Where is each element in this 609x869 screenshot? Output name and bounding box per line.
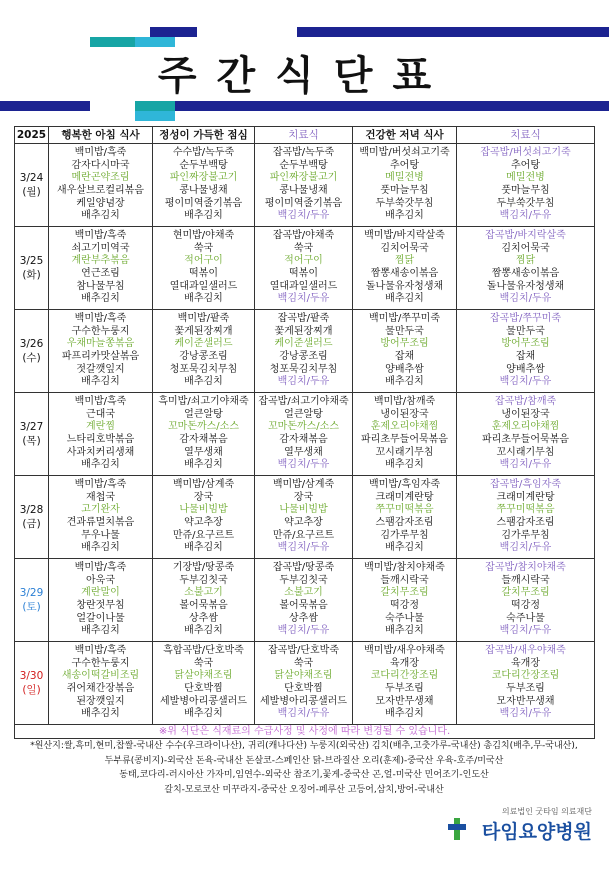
menu-item: 배추김치 <box>385 376 424 388</box>
lunch-cell <box>153 393 255 476</box>
menu-item: 파리초무들어묵볶음 <box>361 434 448 445</box>
menu-item: 방어무조림 <box>380 338 429 350</box>
menu-item: 잡곡밥/참치야채죽 <box>485 562 566 574</box>
dinner-cell <box>353 559 457 642</box>
menu-item: 배추김치 <box>81 542 120 554</box>
menu-item: 만쥬/요구르트 <box>172 529 235 541</box>
menu-item: 떡볶이 <box>189 268 218 279</box>
menu-item: 배추김치 <box>385 708 424 720</box>
date-cell <box>15 559 49 642</box>
lunch-cell <box>153 642 255 725</box>
dinner-cell <box>353 144 457 227</box>
menu-item: 크래미계란탕 <box>375 491 434 503</box>
menu-item: 모자반무생채 <box>496 695 555 707</box>
menu-item: 된장깻잎지 <box>76 695 125 707</box>
menu-item: 배추김치 <box>81 293 120 305</box>
menu-item: 잡곡밥/새우야채죽 <box>485 645 566 657</box>
menu-item: 쭈꾸미떡볶음 <box>496 504 555 516</box>
notice-row <box>15 725 595 739</box>
menu-item: 배추김치 <box>385 625 424 637</box>
menu-item: 배추김치 <box>81 625 120 637</box>
menu-item: 약고추장 <box>184 517 223 528</box>
menu-item: 꼬마돈까스/소스 <box>168 421 239 433</box>
date-cell <box>15 476 49 559</box>
menu-item: 배추김치 <box>184 459 223 471</box>
top-color-bar <box>0 27 609 37</box>
menu-item: 잡채 <box>515 351 536 362</box>
menu-item: 열대과일샐러드 <box>269 280 338 292</box>
menu-day-row <box>15 227 595 310</box>
menu-item: 들깨시락국 <box>501 574 550 586</box>
menu-item: 열대과일샐러드 <box>169 280 238 292</box>
menu-item: 흑미밥/쇠고기야채죽 <box>158 396 249 408</box>
menu-item: 양배추쌈 <box>385 363 424 375</box>
menu-item: 꼬시래기무침 <box>375 446 434 458</box>
breakfast-cell <box>49 393 153 476</box>
menu-item: 메밀전병 <box>385 172 424 184</box>
menu-item: 두부쑥갓무침 <box>496 197 555 209</box>
header-row <box>15 127 595 144</box>
dinner-cell <box>353 227 457 310</box>
menu-item: 백미밥/흑죽 <box>74 562 127 574</box>
menu-item: 평이미역줄기볶음 <box>164 197 243 209</box>
menu-item: 잡곡밥/땅콩죽 <box>272 562 335 574</box>
menu-item: 백김치/두유 <box>277 376 330 388</box>
menu-item: 세발병아리콩샐러드 <box>160 695 247 707</box>
menu-item: 기장밥/땅콩죽 <box>172 562 235 574</box>
logo-name: 타임요양병원 <box>481 821 592 843</box>
menu-item: 추어탕 <box>390 159 419 171</box>
menu-item: 콩나물냉채 <box>179 185 228 196</box>
menu-item: 백미밥/흑죽 <box>74 396 127 408</box>
menu-item: 콩나물냉채 <box>279 185 328 196</box>
menu-item: 열무생채 <box>184 446 223 458</box>
menu-item: 백김치/두유 <box>499 376 552 388</box>
breakfast-cell <box>49 642 153 725</box>
menu-item: 백김치/두유 <box>277 625 330 637</box>
menu-item: 백미밥/새우야채죽 <box>364 645 445 657</box>
menu-item: 나물비빔밥 <box>279 504 328 516</box>
menu-item: 강낭콩조림 <box>179 351 228 362</box>
menu-item: 꽃게된장찌개 <box>174 325 233 337</box>
menu-item: 갈치무조림 <box>380 587 429 599</box>
menu-item: 백미밥/흑죽 <box>74 230 127 242</box>
menu-item: 백김치/두유 <box>277 210 330 222</box>
menu-item: 배추김치 <box>184 625 223 637</box>
date-label: 3/29 <box>19 587 44 599</box>
menu-item: 코다리간장조림 <box>370 670 439 682</box>
lunch-cell <box>153 310 255 393</box>
menu-item: 짬뽕새송이볶음 <box>491 268 560 279</box>
menu-item: 쑥국 <box>293 242 314 254</box>
menu-item: 백김치/두유 <box>277 542 330 554</box>
lunch-diet-cell <box>255 642 353 725</box>
menu-item: 백김치/두유 <box>499 210 552 222</box>
menu-item: 스팸감자조림 <box>496 517 555 528</box>
menu-item: 쑥국 <box>293 657 314 669</box>
menu-item: 백미밥/팥죽 <box>177 313 230 325</box>
menu-item: 소불고기 <box>284 587 323 599</box>
menu-item: 배추김치 <box>385 293 424 305</box>
menu-item: 얼갈이나물 <box>76 612 125 624</box>
dinner-diet-cell <box>457 393 595 476</box>
breakfast-cell <box>49 310 153 393</box>
menu-item: 훈제오리야채찜 <box>370 421 439 433</box>
menu-item: 쑥국 <box>193 657 214 669</box>
menu-item: 모자반무생채 <box>375 695 434 707</box>
menu-item: 풋마늘무침 <box>380 185 429 196</box>
menu-day-row <box>15 144 595 227</box>
menu-item: 현미밥/야채죽 <box>172 230 235 242</box>
breakfast-cell <box>49 227 153 310</box>
menu-item: 파프리카맛살볶음 <box>61 351 140 362</box>
menu-day-row <box>15 476 595 559</box>
lunch-cell <box>153 559 255 642</box>
dinner-diet-cell <box>457 559 595 642</box>
menu-item: 쇠고기미역국 <box>71 242 130 254</box>
date-cell <box>15 642 49 725</box>
menu-item: 새송이떡갈비조림 <box>61 670 140 682</box>
weekday-label: (목) <box>22 435 41 447</box>
menu-item: 세발병아리콩샐러드 <box>260 695 347 707</box>
menu-item: 고기완자 <box>81 504 120 516</box>
dinner-diet-cell <box>457 227 595 310</box>
menu-item: 쥐어채간장볶음 <box>66 683 135 694</box>
date-label: 3/28 <box>19 504 44 516</box>
menu-day-row <box>15 559 595 642</box>
menu-item: 백미밥/참깨죽 <box>373 396 436 408</box>
menu-item: 추어탕 <box>511 159 540 171</box>
menu-item: 백미밥/바지락살죽 <box>364 230 445 242</box>
menu-item: 재첩국 <box>86 491 115 503</box>
menu-item: 흑합곡밥/단호박죽 <box>163 645 244 657</box>
menu-item: 케이준샐러드 <box>274 338 333 350</box>
menu-item: 케일양념장 <box>76 197 125 209</box>
hospital-logo <box>440 806 600 846</box>
menu-item: 배추김치 <box>184 376 223 388</box>
menu-item: 감자채볶음 <box>279 434 328 445</box>
menu-item: 찜닭 <box>394 255 415 267</box>
menu-item: 배추김치 <box>184 542 223 554</box>
menu-item: 풋마늘무침 <box>501 185 550 196</box>
menu-item: 사과치커리생채 <box>66 446 135 458</box>
menu-item: 수수밥/녹두죽 <box>172 147 235 159</box>
lunch-diet-cell <box>255 476 353 559</box>
menu-day-row <box>15 642 595 725</box>
date-label: 3/30 <box>19 670 44 682</box>
dinner-cell <box>353 642 457 725</box>
origin-line: 갈치-모로코산 미꾸라지-중국산 오징어-페루산 고등어,삼치,방어-국내산 <box>164 784 444 795</box>
dinner-diet-cell <box>457 144 595 227</box>
menu-item: 계란말이 <box>81 587 120 599</box>
menu-item: 백미밥/흑임자죽 <box>369 479 440 491</box>
dinner-cell <box>353 476 457 559</box>
menu-item: 구수한누룽지 <box>71 657 130 669</box>
menu-item: 파인짜장불고기 <box>269 172 338 184</box>
breakfast-header: 행복한 아침 식사 <box>49 127 153 144</box>
date-cell <box>15 310 49 393</box>
menu-item: 잡곡밥/단호박죽 <box>268 645 339 657</box>
menu-item: 김치어묵국 <box>501 242 550 254</box>
dinner-header: 건강한 저녁 식사 <box>353 127 457 144</box>
menu-item: 백김치/두유 <box>499 542 552 554</box>
menu-item: 백미밥/삼계죽 <box>272 479 335 491</box>
menu-item: 얼큰알탕 <box>184 408 223 420</box>
menu-item: 장국 <box>293 491 314 503</box>
menu-item: 잡곡밥/팥죽 <box>277 313 330 325</box>
menu-item: 젓갈깻잎지 <box>76 363 125 375</box>
weekly-menu-table <box>14 126 595 739</box>
menu-item: 배추김치 <box>385 459 424 471</box>
dinner-diet-cell <box>457 642 595 725</box>
menu-item: 잡채 <box>394 351 415 362</box>
menu-item: 느타리호박볶음 <box>66 434 135 445</box>
lunch-diet-cell <box>255 559 353 642</box>
menu-item: 백김치/두유 <box>499 293 552 305</box>
menu-item: 메란곤약조림 <box>71 172 130 184</box>
menu-item: 무우나물 <box>81 529 120 541</box>
bottom-color-bar <box>0 101 609 111</box>
weekday-label: (금) <box>22 518 41 530</box>
menu-item: 케이준샐러드 <box>174 338 233 350</box>
menu-item: 감자다시마국 <box>71 159 130 171</box>
menu-item: 연근조림 <box>81 268 120 279</box>
dinner-diet-cell <box>457 476 595 559</box>
menu-item: 찜닭 <box>515 255 536 267</box>
menu-item: 백미밥/참치야채죽 <box>364 562 445 574</box>
lunch-header: 정성이 가득한 점심 <box>153 127 255 144</box>
menu-item: 참나물무침 <box>76 280 125 292</box>
menu-item: 백미밥/흑죽 <box>74 313 127 325</box>
menu-item: 잡곡밥/야채죽 <box>272 230 335 242</box>
menu-item: 잡곡밥/참깨죽 <box>494 396 557 408</box>
menu-item: 잡곡밥/흑임자죽 <box>490 479 561 491</box>
menu-item: 배추김치 <box>385 542 424 554</box>
menu-item: 돌나물유자청생채 <box>365 280 444 292</box>
weekday-label: (일) <box>22 684 41 696</box>
menu-item: 백김치/두유 <box>499 459 552 471</box>
menu-item: 훈제오리야채찜 <box>491 421 560 433</box>
menu-item: 떡볶이 <box>289 268 318 279</box>
menu-item: 방어무조림 <box>501 338 550 350</box>
dinner-cell <box>353 310 457 393</box>
menu-item: 약고추장 <box>284 517 323 528</box>
menu-item: 잡곡밥/쭈꾸미죽 <box>490 313 561 325</box>
cross-leaf-icon <box>448 818 466 840</box>
menu-item: 짬뽕새송이볶음 <box>370 268 439 279</box>
menu-item: 견과류멸치볶음 <box>66 517 135 528</box>
menu-item: 순두부백탕 <box>179 159 228 171</box>
menu-item: 닭살야채조림 <box>174 670 233 682</box>
menu-item: 얼큰알탕 <box>284 408 323 420</box>
menu-item: 계란찜 <box>86 421 115 433</box>
menu-item: 두부조림 <box>506 683 545 694</box>
menu-item: 백김치/두유 <box>277 293 330 305</box>
menu-day-row <box>15 393 595 476</box>
menu-item: 백김치/두유 <box>277 459 330 471</box>
lunch-cell <box>153 476 255 559</box>
menu-item: 육개장 <box>390 657 419 669</box>
menu-item: 잡곡밥/바지락살죽 <box>485 230 566 242</box>
menu-item: 물만두국 <box>506 325 545 337</box>
menu-item: 쑥국 <box>193 242 214 254</box>
menu-item: 메밀전병 <box>506 172 545 184</box>
menu-item: 잡곡밥/녹두죽 <box>272 147 335 159</box>
menu-item: 떡강정 <box>390 600 419 611</box>
menu-item: 배추김치 <box>385 210 424 222</box>
menu-item: 두부김칫국 <box>179 574 228 586</box>
menu-item: 백미밥/쭈꾸미죽 <box>369 313 440 325</box>
menu-item: 계란부추볶음 <box>71 255 130 267</box>
menu-item: 코다리간장조림 <box>491 670 560 682</box>
menu-item: 꽃게된장찌개 <box>274 325 333 337</box>
menu-item: 김가루무침 <box>380 529 429 541</box>
page-title: 주간식단표 <box>157 53 452 99</box>
date-cell <box>15 144 49 227</box>
menu-item: 장국 <box>193 491 214 503</box>
menu-item: 꼬시래기무침 <box>496 446 555 458</box>
menu-item: 숙주나물 <box>385 612 424 624</box>
menu-item: 근대국 <box>86 408 115 420</box>
menu-item: 백미밥/흑죽 <box>74 479 127 491</box>
menu-item: 배추김치 <box>184 708 223 720</box>
menu-item: 물만두국 <box>385 325 424 337</box>
dinner-diet-header: 치료식 <box>457 127 595 144</box>
menu-item: 쭈꾸미떡볶음 <box>375 504 434 516</box>
weekday-label: (토) <box>22 601 41 613</box>
lunch-cell <box>153 144 255 227</box>
menu-item: 청포묵김치무침 <box>269 363 338 375</box>
bottom-color-bar-2 <box>0 111 609 121</box>
menu-item: 배추김치 <box>184 293 223 305</box>
menu-item: 잡곡밥/버섯쇠고기죽 <box>480 147 571 159</box>
lunch-cell <box>153 227 255 310</box>
menu-item: 숙주나물 <box>506 612 545 624</box>
menu-item: 배추김치 <box>81 708 120 720</box>
date-cell <box>15 393 49 476</box>
menu-item: 백미밥/버섯쇠고기죽 <box>359 147 450 159</box>
date-label: 3/26 <box>19 338 44 350</box>
origin-info <box>14 739 594 797</box>
menu-item: 상추쌈 <box>289 612 318 624</box>
date-label: 3/27 <box>19 421 44 433</box>
menu-item: 두부김칫국 <box>279 574 328 586</box>
origin-line: 두부류(콩비지)-외국산 돈육-국내산 돈살코-스페인산 닭-브라질산 오리(훈제)-중국산 우육-호주/미국산 <box>104 755 504 766</box>
menu-item: 구수한누룽지 <box>71 325 130 337</box>
menu-item: 단호박찜 <box>184 683 223 694</box>
dinner-cell <box>353 393 457 476</box>
weekday-label: (수) <box>22 352 41 364</box>
menu-item: 아욱국 <box>86 574 115 586</box>
dinner-diet-cell <box>457 310 595 393</box>
menu-item: 단호박찜 <box>284 683 323 694</box>
menu-item: 볼어묵볶음 <box>279 600 328 611</box>
menu-item: 감자채볶음 <box>179 434 228 445</box>
lunch-diet-cell <box>255 393 353 476</box>
menu-item: 소불고기 <box>184 587 223 599</box>
origin-line: *원산지:쌀,흑미,현미,찹쌀-국내산 수수(우크라이나산), 귀리(캐나다산) 누룽지(외국산) 김치(배추,고춧가루-국내산) 총김치(배추,무-국내산), <box>30 741 578 751</box>
menu-item: 파리초무들어묵볶음 <box>482 434 569 445</box>
menu-item: 두부조림 <box>385 683 424 694</box>
menu-item: 백김치/두유 <box>277 708 330 720</box>
menu-item: 나물비빔밥 <box>179 504 228 516</box>
menu-item: 잡곡밥/쇠고기야채죽 <box>258 396 349 408</box>
menu-item: 배추김치 <box>81 210 120 222</box>
menu-item: 창란젓무침 <box>76 600 125 611</box>
menu-item: 만쥬/요구르트 <box>272 529 335 541</box>
breakfast-cell <box>49 476 153 559</box>
menu-item: 파인짜장불고기 <box>169 172 238 184</box>
menu-item: 김가루무침 <box>501 529 550 541</box>
menu-item: 배추김치 <box>81 459 120 471</box>
lunch-diet-header: 치료식 <box>255 127 353 144</box>
menu-item: 크래미계란탕 <box>496 491 555 503</box>
menu-item: 상추쌈 <box>189 612 218 624</box>
lunch-diet-cell <box>255 310 353 393</box>
menu-item: 강낭콩조림 <box>279 351 328 362</box>
menu-item: 평이미역줄기볶음 <box>264 197 343 209</box>
menu-item: 백미밥/흑죽 <box>74 645 127 657</box>
logo-subtitle: 의료법인 굿타임 의료재단 <box>501 807 592 816</box>
date-cell <box>15 227 49 310</box>
menu-item: 갈치무조림 <box>501 587 550 599</box>
menu-item: 우채마늘쫑볶음 <box>66 338 135 350</box>
menu-item: 열무생채 <box>284 446 323 458</box>
menu-item: 꼬마돈까스/소스 <box>268 421 339 433</box>
lunch-diet-cell <box>255 144 353 227</box>
menu-item: 순두부백탕 <box>279 159 328 171</box>
menu-day-row <box>15 310 595 393</box>
menu-item: 적어구이 <box>184 255 223 267</box>
notice-text: ※위 식단은 식재료의 수급사정 및 사정에 따라 변경될 수 있습니다. <box>15 725 595 739</box>
menu-item: 백김치/두유 <box>499 708 552 720</box>
menu-item: 닭살야채조림 <box>274 670 333 682</box>
lunch-diet-cell <box>255 227 353 310</box>
menu-item: 적어구이 <box>284 255 323 267</box>
weekday-label: (월) <box>22 186 41 198</box>
menu-item: 냉이된장국 <box>501 408 550 420</box>
menu-item: 돌나물유자청생채 <box>486 280 565 292</box>
menu-item: 청포묵김치무침 <box>169 363 238 375</box>
breakfast-cell <box>49 144 153 227</box>
menu-item: 백김치/두유 <box>499 625 552 637</box>
menu-item: 냉이된장국 <box>380 408 429 420</box>
breakfast-cell <box>49 559 153 642</box>
menu-item: 배추김치 <box>81 376 120 388</box>
menu-item: 백미밥/삼계죽 <box>172 479 235 491</box>
year-header: 2025 <box>15 127 49 144</box>
menu-item: 볼어묵볶음 <box>179 600 228 611</box>
menu-item: 배추김치 <box>184 210 223 222</box>
menu-item: 김치어묵국 <box>380 242 429 254</box>
date-label: 3/25 <box>19 255 44 267</box>
menu-item: 두부쑥갓무침 <box>375 197 434 209</box>
origin-line: 동태,코다리-러시아산 가자미,임연수-외국산 참조기,꽃게-중국산 곤,얼-미국산 민어조기-인도산 <box>119 770 489 781</box>
menu-item: 떡강정 <box>511 600 540 611</box>
menu-item: 양배추쌈 <box>506 363 545 375</box>
weekday-label: (화) <box>22 269 41 281</box>
menu-item: 들깨시락국 <box>380 574 429 586</box>
date-label: 3/24 <box>19 172 44 184</box>
menu-item: 육개장 <box>511 657 540 669</box>
menu-item: 스팸감자조림 <box>375 517 434 528</box>
menu-item: 새우살브로컬리볶음 <box>57 185 144 196</box>
menu-item: 백미밥/흑죽 <box>74 147 127 159</box>
